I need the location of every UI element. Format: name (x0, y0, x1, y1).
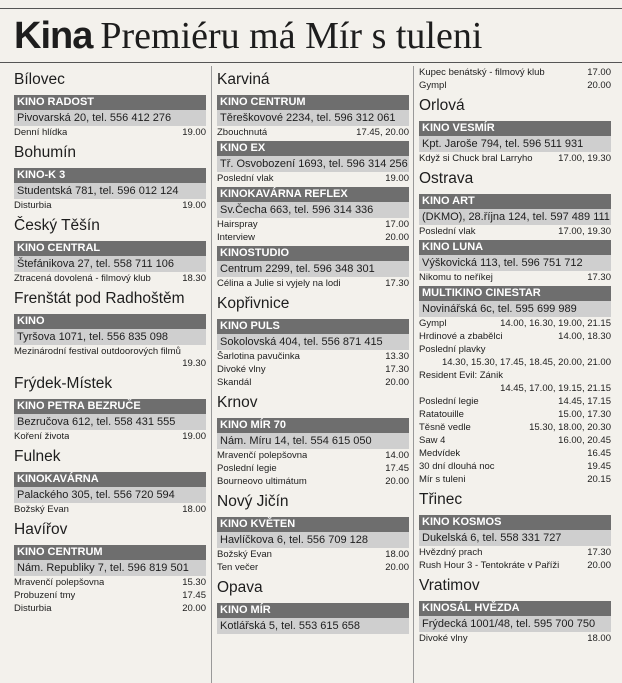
cinema-name: KINO VESMÍR (419, 121, 611, 136)
town-block (14, 217, 206, 285)
film-row (14, 200, 206, 212)
section-header (14, 14, 482, 60)
cinema-name: KINO MÍR 70 (217, 418, 409, 433)
showtimes: 20.00 (182, 603, 206, 614)
cinema-listing (419, 194, 611, 238)
film-title: Těsně vedle (419, 422, 471, 433)
cinema-name: KINO-K 3 (14, 168, 206, 183)
town-block (14, 71, 206, 139)
town-name: Frenštát pod Radhoštěm (14, 290, 185, 307)
cinema-listing (217, 319, 409, 389)
town-block (217, 579, 409, 634)
town-block (419, 577, 611, 645)
film-row (419, 344, 611, 356)
film-title: Célina a Julie si vyjely na lodi (217, 278, 341, 289)
showtimes: 17.30 (385, 364, 409, 375)
film-title: Ztracená dovolená - filmový klub (14, 273, 151, 284)
cinema-listing (419, 286, 611, 486)
film-row (419, 318, 611, 330)
film-row (217, 549, 409, 561)
film-title: Hvězdný prach (419, 547, 483, 558)
film-row (14, 590, 206, 602)
showtimes: 20.00 (385, 562, 409, 573)
film-row (217, 351, 409, 363)
town-name: Orlová (419, 97, 465, 114)
showtimes: 14.45, 17.15 (558, 396, 611, 407)
listing-column-2 (217, 66, 409, 683)
showtimes: 17.00 (385, 219, 409, 230)
showtimes: 17.00, 19.30 (558, 153, 611, 164)
cinema-address: Těreškovové 2234, tel. 596 312 061 (217, 110, 409, 126)
town-name: Havířov (14, 521, 68, 538)
cinema-listing (217, 418, 409, 488)
film-row (419, 422, 611, 434)
cinema-listing (14, 95, 206, 139)
film-title: Interview (217, 232, 256, 243)
film-title: Disturbia (14, 200, 52, 211)
film-title: 30 dní dlouhá noc (419, 461, 495, 472)
cinema-address: Nám. Míru 14, tel. 554 615 050 (217, 433, 409, 449)
film-row (419, 633, 611, 645)
film-title: Božský Evan (217, 549, 272, 560)
film-title: Probuzení tmy (14, 590, 76, 601)
cinema-listing (419, 67, 611, 92)
cinema-listing (14, 168, 206, 212)
showtimes: 13.30 (385, 351, 409, 362)
film-row (419, 370, 611, 382)
town-name: Krnov (217, 394, 258, 411)
film-row (14, 346, 206, 370)
showtimes: 18.00 (182, 504, 206, 515)
film-row (14, 577, 206, 589)
showtimes: 20.00 (385, 377, 409, 388)
listing-column-3 (419, 66, 611, 683)
film-row (14, 431, 206, 443)
film-row (217, 232, 409, 244)
cinema-name: KINO KVĚTEN (217, 517, 409, 532)
showtimes: 16.45 (587, 448, 611, 459)
film-title: Poslední legie (419, 396, 479, 407)
town-name: Opava (217, 579, 263, 596)
film-title: Denní hlídka (14, 127, 68, 138)
showtimes: 15.30 (182, 577, 206, 588)
cinema-name: KINO KOSMOS (419, 515, 611, 530)
showtimes: 14.00 (385, 450, 409, 461)
town-block (14, 290, 206, 370)
cinema-address: Pivovarská 20, tel. 556 412 276 (14, 110, 206, 126)
showtimes: 14.00, 16.30, 19.00, 21.15 (500, 318, 611, 329)
listing-column-1 (14, 66, 206, 683)
film-title: Poslední legie (217, 463, 277, 474)
cinema-address: Sokolovská 404, tel. 556 871 415 (217, 334, 409, 350)
town-block (419, 170, 611, 486)
showtimes: 19.00 (182, 431, 206, 442)
town-name: Bohumín (14, 144, 77, 161)
film-title: Když si Chuck bral Larryho (419, 153, 533, 164)
town-block (14, 448, 206, 516)
film-row (419, 409, 611, 421)
showtimes: 17.45, 20.00 (356, 127, 409, 138)
film-title: Božský Evan (14, 504, 69, 515)
film-row (14, 603, 206, 615)
cinema-name: KINO MÍR (217, 603, 409, 618)
town-block (14, 144, 206, 212)
town-block (217, 394, 409, 488)
town-name: Třinec (419, 491, 463, 508)
film-title: Hrdinové a zbabělci (419, 331, 503, 342)
film-title: Mravenčí polepšovna (14, 577, 105, 588)
film-title: Šarlotina pavučinka (217, 351, 300, 362)
cinema-address: Dukelská 6, tel. 558 331 727 (419, 530, 611, 546)
town-block (14, 375, 206, 443)
film-row (419, 153, 611, 165)
cinema-name: KINOSÁL HVĚZDA (419, 601, 611, 616)
showtimes: 20.00 (587, 560, 611, 571)
showtimes: 18.30 (182, 273, 206, 284)
showtimes: 19.45 (587, 461, 611, 472)
cinema-name: KINO LUNA (419, 240, 611, 255)
film-title: Koření života (14, 431, 70, 442)
cinema-name: KINO CENTRUM (14, 545, 206, 560)
showtimes: 15.00, 17.30 (558, 409, 611, 420)
town-block (217, 493, 409, 574)
showtimes: 18.00 (385, 549, 409, 560)
town-name: Kopřivnice (217, 295, 290, 312)
film-title: Rush Hour 3 - Tentokráte v Paříži (419, 560, 560, 571)
film-title: Gympl (419, 318, 447, 329)
town-name: Vratimov (419, 577, 480, 594)
cinema-name: MULTIKINO CINESTAR (419, 286, 611, 301)
film-title: Mezinárodní festival outdoorových filmů (14, 346, 181, 357)
cinema-address: Frýdecká 1001/48, tel. 595 700 750 (419, 616, 611, 632)
cinema-listing (419, 121, 611, 165)
film-row (217, 463, 409, 475)
film-title: Mír s tuleni (419, 474, 466, 485)
film-row (419, 272, 611, 284)
film-title: Zbouchnutá (217, 127, 268, 138)
cinema-address: Sv.Čecha 663, tel. 596 314 336 (217, 202, 409, 218)
cinema-listing (419, 601, 611, 645)
film-row (419, 396, 611, 408)
film-title: Resident Evil: Zánik (419, 370, 503, 381)
showtimes: 14.00, 18.30 (558, 331, 611, 342)
cinema-address: Palackého 305, tel. 556 720 594 (14, 487, 206, 503)
film-row (419, 560, 611, 572)
cinema-address: Bezručova 612, tel. 558 431 555 (14, 414, 206, 430)
showtimes: 20.00 (385, 476, 409, 487)
showtimes: 18.00 (587, 633, 611, 644)
film-row (419, 474, 611, 486)
showtimes: 17.30 (385, 278, 409, 289)
headline: Premiéru má Mír s tuleni (100, 15, 483, 57)
film-row (419, 67, 611, 79)
film-title: Ratatouille (419, 409, 464, 420)
cinema-listing (419, 515, 611, 572)
cinema-name: KINO CENTRUM (217, 95, 409, 110)
cinema-address: Havlíčkova 6, tel. 556 709 128 (217, 532, 409, 548)
town-block (419, 67, 611, 92)
film-title: Divoké vlny (217, 364, 266, 375)
column-divider (211, 66, 212, 683)
cinema-name: KINO PETRA BEZRUČE (14, 399, 206, 414)
film-row (419, 226, 611, 238)
showtimes: 14.45, 17.00, 19.15, 21.15 (500, 383, 611, 394)
cinema-address: Štefánikova 27, tel. 558 711 106 (14, 256, 206, 272)
cinema-listing (217, 95, 409, 139)
showtimes: 19.00 (182, 127, 206, 138)
film-row (217, 377, 409, 389)
film-title: Bourneovo ultimátum (217, 476, 307, 487)
town-block (419, 97, 611, 165)
showtimes: 14.30, 15.30, 17.45, 18.45, 20.00, 21.00 (441, 357, 611, 368)
cinema-name: KINO (14, 314, 206, 329)
town-block (14, 521, 206, 615)
film-row (419, 331, 611, 343)
cinema-listing (217, 187, 409, 244)
cinema-address: Centrum 2299, tel. 596 348 301 (217, 261, 409, 277)
cinema-listing (217, 141, 409, 185)
showtimes: 20.00 (385, 232, 409, 243)
film-row (217, 562, 409, 574)
town-block (217, 295, 409, 389)
cinema-listing (419, 240, 611, 284)
town-name: Český Těšín (14, 217, 100, 234)
film-title: Divoké vlny (419, 633, 468, 644)
film-row (14, 504, 206, 516)
cinema-address: Novinářská 6c, tel. 595 699 989 (419, 301, 611, 317)
film-row (217, 364, 409, 376)
film-title: Skandál (217, 377, 252, 388)
film-row (217, 219, 409, 231)
column-divider (413, 66, 414, 683)
cinema-name: KINOKAVÁRNA (14, 472, 206, 487)
town-name: Frýdek-Místek (14, 375, 113, 392)
showtimes: 20.15 (587, 474, 611, 485)
showtimes: 17.45 (182, 590, 206, 601)
cinema-address: Studentská 781, tel. 596 012 124 (14, 183, 206, 199)
town-name: Nový Jičín (217, 493, 289, 510)
cinema-address: Tyršova 1071, tel. 556 835 098 (14, 329, 206, 345)
film-row (419, 383, 611, 395)
cinema-listing (217, 246, 409, 290)
film-title: Poslední vlak (217, 173, 274, 184)
header-rule (0, 62, 622, 63)
film-row (217, 450, 409, 462)
cinema-name: KINO PULS (217, 319, 409, 334)
cinema-listing (14, 399, 206, 443)
section-label: Kina (14, 15, 93, 57)
showtimes: 19.30 (182, 358, 206, 369)
film-title: Hairspray (217, 219, 258, 230)
film-row (14, 127, 206, 139)
showtimes: 17.00 (587, 67, 611, 78)
cinema-listing (14, 241, 206, 285)
film-title: Mravenčí polepšovna (217, 450, 308, 461)
cinema-name: KINO EX (217, 141, 409, 156)
film-row (217, 173, 409, 185)
film-title: Poslední vlak (419, 226, 476, 237)
cinema-listing (14, 314, 206, 370)
cinema-name: KINOKAVÁRNA REFLEX (217, 187, 409, 202)
cinema-name: KINO CENTRAL (14, 241, 206, 256)
cinema-name: KINOSTUDIO (217, 246, 409, 261)
film-title: Nikomu to neříkej (419, 272, 493, 283)
town-name: Fulnek (14, 448, 61, 465)
film-title: Medvídek (419, 448, 461, 459)
showtimes: 17.30 (587, 547, 611, 558)
film-row (419, 547, 611, 559)
town-name: Karviná (217, 71, 270, 88)
town-name: Ostrava (419, 170, 474, 187)
cinema-address: Nám. Republiky 7, tel. 596 819 501 (14, 560, 206, 576)
showtimes: 19.00 (182, 200, 206, 211)
cinema-listing (217, 603, 409, 634)
cinema-address: (DKMO), 28.října 124, tel. 597 489 111 (419, 209, 611, 225)
film-row (419, 357, 611, 369)
cinema-name: KINO RADOST (14, 95, 206, 110)
film-row (217, 278, 409, 290)
film-row (217, 127, 409, 139)
film-row (419, 435, 611, 447)
top-rule (0, 8, 622, 9)
town-block (217, 71, 409, 290)
cinema-address: Výškovická 113, tel. 596 751 712 (419, 255, 611, 271)
showtimes: 15.30, 18.00, 20.30 (529, 422, 611, 433)
cinema-listing (14, 472, 206, 516)
film-title: Poslední plavky (419, 344, 486, 355)
film-title: Saw 4 (419, 435, 446, 446)
showtimes: 17.00, 19.30 (558, 226, 611, 237)
film-title: Disturbia (14, 603, 52, 614)
cinema-address: Kpt. Jaroše 794, tel. 596 511 931 (419, 136, 611, 152)
cinema-address: Kotlářská 5, tel. 553 615 658 (217, 618, 409, 634)
showtimes: 19.00 (385, 173, 409, 184)
cinema-listing (14, 545, 206, 615)
film-row (14, 273, 206, 285)
film-title: Ten večer (217, 562, 259, 573)
film-row (419, 448, 611, 460)
film-title: Gympl (419, 80, 447, 91)
showtimes: 20.00 (587, 80, 611, 91)
showtimes: 16.00, 20.45 (558, 435, 611, 446)
town-name: Bílovec (14, 71, 65, 88)
film-row (419, 461, 611, 473)
film-row (419, 80, 611, 92)
cinema-listing (217, 517, 409, 574)
film-title: Kupec benátský - filmový klub (419, 67, 545, 78)
film-row (217, 476, 409, 488)
town-block (419, 491, 611, 572)
showtimes: 17.30 (587, 272, 611, 283)
cinema-address: Tř. Osvobození 1693, tel. 596 314 256 (217, 156, 409, 172)
cinema-name: KINO ART (419, 194, 611, 209)
showtimes: 17.45 (385, 463, 409, 474)
